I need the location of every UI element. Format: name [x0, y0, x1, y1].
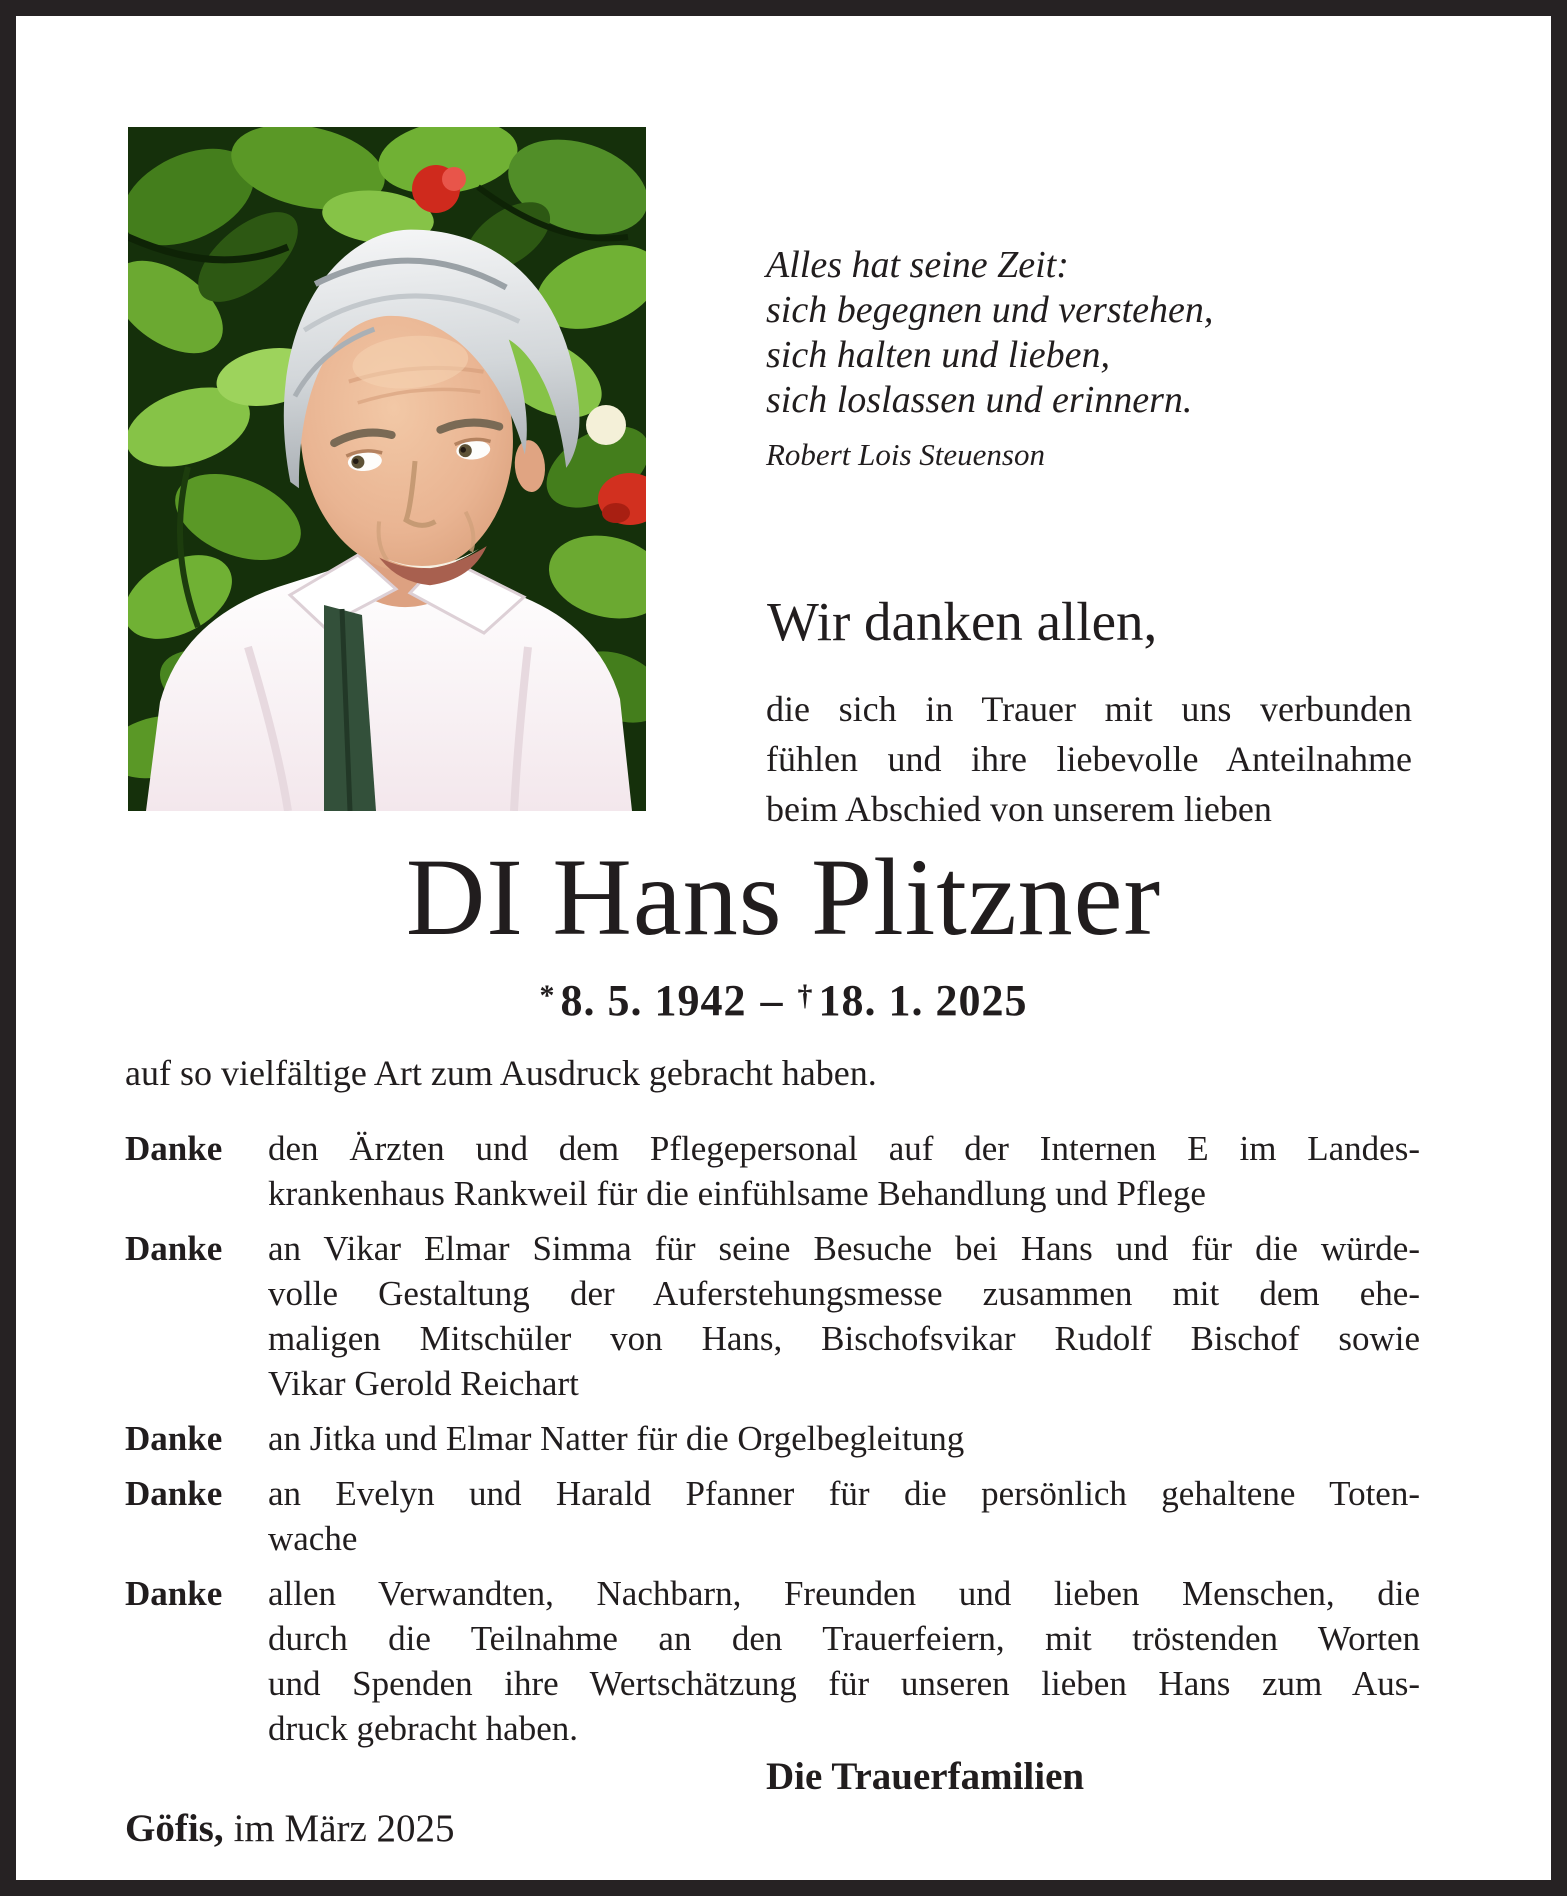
text-line: sich begegnen und verstehen,: [766, 289, 1214, 331]
thanks-heading: Wir danken allen,: [767, 591, 1158, 652]
text-line: Vikar Gerold Reichart: [268, 1364, 579, 1403]
dates-dash: –: [760, 976, 784, 1025]
thanks-intro-paragraph: [766, 684, 1412, 834]
text-line: krankenhaus Rankweil für die einfühlsame Behandlung und Pflege: [268, 1174, 1206, 1213]
birth-symbol: *: [539, 978, 556, 1012]
text-line: beim Abschied von unserem lieben: [766, 789, 1272, 829]
text-line: druck gebracht haben.: [268, 1709, 578, 1748]
date: im März 2025: [233, 1807, 455, 1850]
mourning-family-signature: Die Trauerfamilien: [766, 1755, 1085, 1798]
thanks-continuation: auf so vielfältige Art zum Ausdruck gebracht haben.: [125, 1053, 877, 1093]
text-line: volle Gestaltung der Auferstehungsmesse zusammen mit dem ehe-: [268, 1274, 1420, 1313]
thanks-label: Danke: [125, 1229, 223, 1268]
thanks-item: [125, 1416, 1420, 1461]
text-line: die sich in Trauer mit uns verbunden: [766, 689, 1412, 729]
portrait-illustration: [128, 127, 646, 811]
poem-attribution: Robert Lois Steuenson: [766, 437, 1045, 472]
death-symbol: †: [797, 978, 814, 1012]
life-dates: [0, 975, 1567, 1026]
text-line: sich loslassen und erinnern.: [766, 379, 1193, 421]
thanks-label: Danke: [125, 1419, 223, 1458]
text-line: an Vikar Elmar Simma für seine Besuche bei Hans und für die würde-: [268, 1229, 1420, 1268]
thanks-text: [268, 1571, 1420, 1751]
text-line: allen Verwandten, Nachbarn, Freunden und lieben Menschen, die: [268, 1574, 1420, 1613]
thanks-item: [125, 1126, 1420, 1216]
place: Göfis,: [125, 1807, 224, 1850]
thanks-item: [125, 1571, 1420, 1751]
text-line: an Jitka und Elmar Natter für die Orgelbegleitung: [268, 1419, 965, 1458]
thanks-text: [268, 1416, 1420, 1461]
thanks-text: [268, 1126, 1420, 1216]
text-line: durch die Teilnahme an den Trauerfeiern, mit tröstenden Worten: [268, 1619, 1420, 1658]
thanks-text: [268, 1226, 1420, 1406]
text-line: maligen Mitschüler von Hans, Bischofsvikar Rudolf Bischof sowie: [268, 1319, 1420, 1358]
deceased-name: DI Hans Plitzner: [405, 836, 1162, 958]
text-line: fühlen und ihre liebevolle Anteilnahme: [766, 739, 1412, 779]
thanks-label: Danke: [125, 1574, 223, 1613]
deceased-portrait-photo: [128, 127, 646, 811]
text-line: und Spenden ihre Wertschätzung für unseren lieben Hans zum Aus-: [268, 1664, 1420, 1703]
text-line: wache: [268, 1519, 358, 1558]
text-line: den Ärzten und dem Pflegepersonal auf der Internen E im Landes-: [268, 1129, 1420, 1168]
thanks-item: [125, 1226, 1420, 1406]
birth-date: 8. 5. 1942: [560, 976, 747, 1025]
thanks-item: [125, 1471, 1420, 1561]
text-line: an Evelyn und Harald Pfanner für die persönlich gehaltene Toten-: [268, 1474, 1420, 1513]
memorial-poem: [766, 243, 1386, 423]
white-bloom: [586, 405, 626, 445]
place-and-date: [125, 1806, 455, 1851]
thanks-label: Danke: [125, 1129, 223, 1168]
text-line: sich halten und lieben,: [766, 334, 1111, 376]
thanks-label: Danke: [125, 1474, 223, 1513]
thanks-text: [268, 1471, 1420, 1561]
thanks-list: [125, 1126, 1420, 1761]
death-date: 18. 1. 2025: [818, 976, 1028, 1025]
text-line: Alles hat seine Zeit:: [766, 244, 1069, 286]
